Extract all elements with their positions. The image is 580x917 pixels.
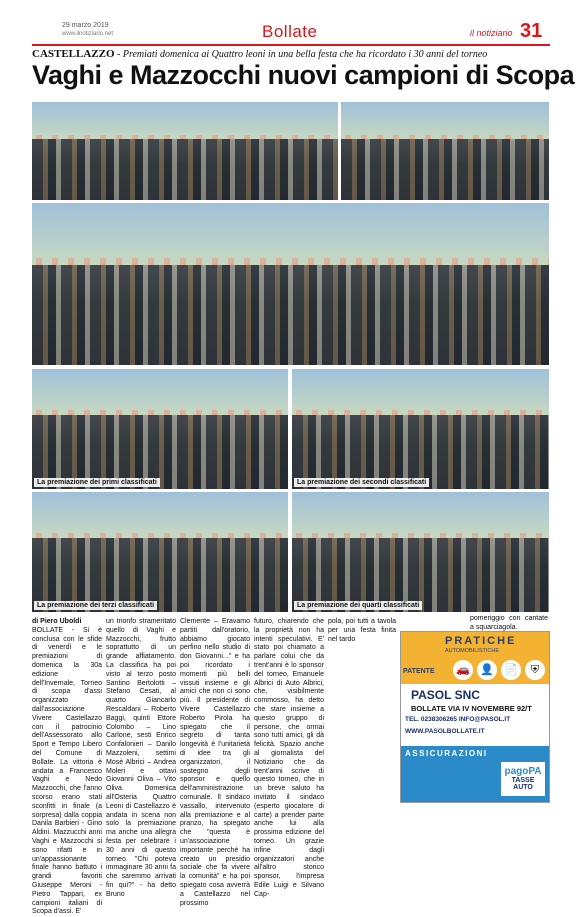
ad-pratiche: PRATICHE [445, 635, 517, 647]
ad-company: PASOL SNC [411, 688, 480, 702]
caption-primi: La premiazione dei primi classificati [34, 478, 160, 487]
article-col-4 [254, 618, 324, 900]
document-icon: 📄 [501, 660, 521, 680]
ad-assicurazioni: ASSICURAZIONI [405, 749, 488, 758]
ad-patente: PATENTE [403, 668, 435, 675]
caption-quarti: La premiazione dei quarti classificati [294, 601, 422, 610]
photo-stage [341, 102, 549, 200]
section-city: Bollate [262, 22, 318, 41]
car-icon: 🚗 [453, 660, 473, 680]
article-col-6 [470, 615, 548, 633]
person-icon: 👤 [477, 660, 497, 680]
pasol-advertisement[interactable] [400, 631, 550, 803]
ad-bottom-band [401, 746, 549, 802]
ad-address: BOLLATE VIA IV NOVEMBRE 92/T [411, 704, 532, 713]
caption-terzi: La premiazione dei terzi classificati [34, 601, 157, 610]
ad-pagopa-logo [501, 762, 545, 796]
photo-terzi [32, 492, 288, 612]
caption-secondi: La premiazione dei secondi classificati [294, 478, 429, 487]
photo-secondi [292, 369, 549, 489]
article-col-1 [32, 618, 102, 917]
article-text-5: pola, poi tutti a tavola per una festa finita nel tardo [328, 618, 396, 643]
shield-icon: ⛨ [525, 660, 545, 680]
page-number: 31 [520, 20, 543, 42]
tasse-auto-text: TASSE AUTO [511, 777, 535, 791]
photo-quarti [292, 492, 549, 612]
article-text-2: un trionfo strameritato quello di Vaghi e Mazzocchi, frutto soprattutto di un grande affiatamento. La classifica ha poi visto al terzo posto Santino Bertolotti – Stefano Cesati, al quarto Giancarlo Rescaldani – Roberto Baggi, quinti Ettore Colombo – Lino Carlone, sesti Enrico Confalonieri – Danilo Mazzoleni, settimi Mosè Albrici – Andrea Moleri e ottavi Giovanni Oliva – Vito Oliva. Domenica all'Osteria Quattro Leoni di Castellazzo è andata in scena non solo la premiazione ma anche una allegra festa per celebrare i 30 anni di questo torneo. "Chi poteva immaginare 30 anni fa che saremmo arrivati fin qui?" - ha detto Bruno [106, 618, 176, 898]
ad-top-band [401, 632, 549, 684]
brand-name: il notiziario [470, 28, 513, 38]
kicker-subtitle: - Premiati domenica ai Quattro leoni in una bella festa che ha ricordato i 30 anni del torneo [114, 49, 488, 60]
issue-date: 29 marzo 2019 [62, 22, 109, 29]
article-text-1: BOLLATE - Si è conclusa con le sfide di venerdì e le premiazioni di domenica la 30a edizione dell'Invernale, Torneo di scopa d'assi organizzato dall'associazione Vivere Castellazzo con il patrocinio dell'Assessorato allo Sport e Tempo Libero del Comune di Bollate. La vittoria è andata a Francesco Vaghi e Nedo Mazzocchi, che l'anno scorso erano stati sconfitti in finale (a sorpresa) dalla coppia Danila Barbieri - Gino Aldini. Mazzucchi anni Vaghi e Mazzocchi si sono rifatti e in un'appassionante finale hanno battuto i grandi favoriti Giuseppe Meroni - Pietro Tappari, ex campioni italiani di Scopa d'assi. E' [32, 626, 102, 916]
byline: di Piero Uboldi [32, 618, 82, 625]
photo-crowd [32, 102, 338, 200]
photo-group [32, 203, 549, 365]
site-url[interactable]: www.ilnotiziario.net [62, 31, 114, 37]
article-col-2 [106, 618, 176, 900]
ad-automobilistiche: AUTOMOBILISTICHE [445, 648, 499, 654]
article-text-6: pomeriggio con cantate a squarciagola. [470, 615, 548, 631]
kicker [32, 48, 552, 60]
ad-website[interactable]: WWW.PASOLBOLLATE.IT [405, 728, 485, 735]
photo-primi [32, 369, 288, 489]
pagopa-text: pagoPA [504, 766, 542, 777]
page-header [0, 0, 580, 44]
kicker-tag: CASTELLAZZO [32, 48, 115, 60]
headline: Vaghi e Mazzocchi nuovi campioni di Scopa [32, 60, 575, 90]
article-col-5 [328, 618, 396, 644]
article-text-3: Clemente – Eravamo partiti dall'oratorio, abbiamo giocato perfino nello studio di don Giovanni..." e ha poi ricordato i momenti più belli vissuti insieme e gli amici che non ci sono più. Il presidente di Vivere Castellazzo Roberto Pirola ha spiegato che il segreto di tanta longevità è l'unitarietà di idee tra gli organizzatori, il sostegno degli sponsor e quello dell'amministrazione comunale. Il sindaco vassallo, intervenuto alla premiazione e al pranzo, ha spiegato che "questa è un'associazione importante perché ha creato un presidio sociale che fa vivere la comunità" e ha poi spiegato cosa avverrà a Castellazzo nel prossimo [180, 618, 250, 907]
article-col-3 [180, 618, 250, 908]
header-rule [32, 44, 550, 46]
article-text-4: futuro, chiarendo che la proprietà non ha intenti speculativi. E' stato poi chiamato a parlare colui che da trent'anni è lo sponsor del torneo, Emanuele Albrici di Auto Albrici, che, visibilmente commosso, ha detto che stare insieme a questo gruppo di persone, che ormai sono tutti amici, gli dà felicità. Spazio anche al giornalista del Notiziario che da trent'anni scrive di questo torneo, che in un breve saluto ha invitato il sindaco (esperto giocatore di carte) a prender parte anche lui alla prossima edizione del torneo. Un grazie infine dagli organizzatori anche all'altro storico sponsor, l'impresa Edile Luigi e Silvano Cap- [254, 618, 324, 898]
ad-phone-email[interactable]: TEL. 0238306265 INFO@PASOL.IT [405, 716, 511, 723]
ad-middle [401, 684, 549, 746]
